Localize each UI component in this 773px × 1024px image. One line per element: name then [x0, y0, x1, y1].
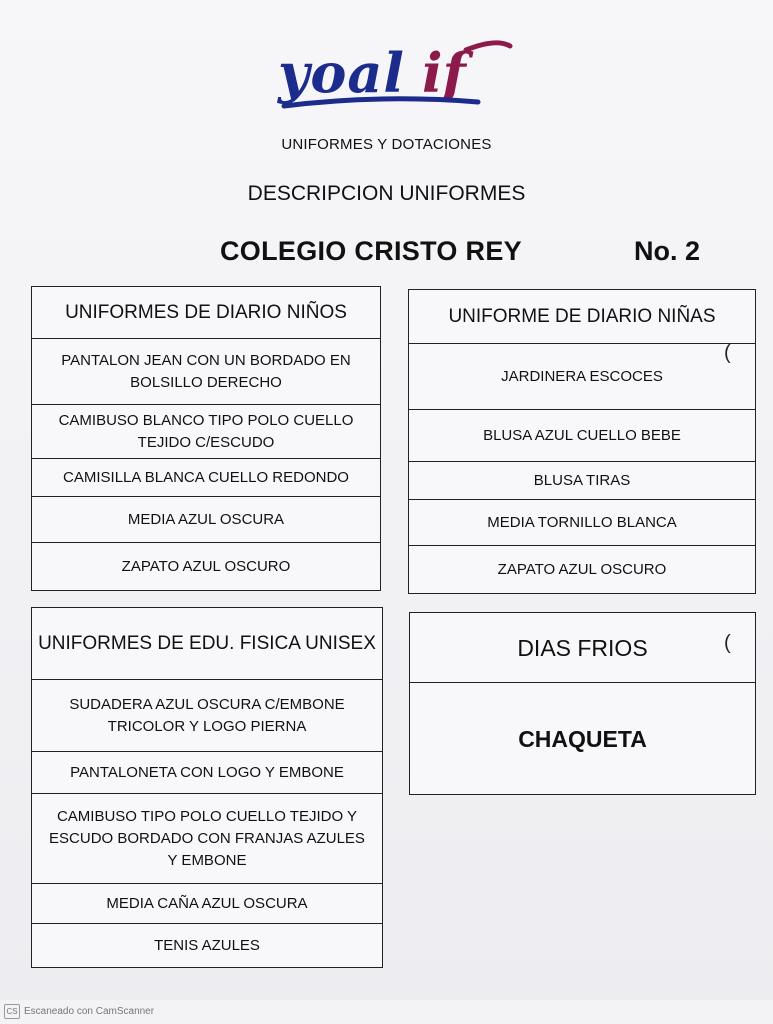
girls-uniform-table [408, 289, 756, 594]
bracket-mark: ( [724, 632, 731, 654]
document-number: No. 2 [634, 236, 701, 266]
pe-uniform-table [31, 607, 383, 968]
table-row: MEDIA CAÑA AZUL OSCURA [32, 884, 383, 924]
company-subtitle: UNIFORMES Y DOTACIONES [281, 136, 492, 153]
boys-heading: UNIFORMES DE DIARIO NIÑOS [32, 287, 381, 339]
table-row: BLUSA AZUL CUELLO BEBE [409, 410, 756, 462]
table-row: CAMIBUSO BLANCO TIPO POLO CUELLO TEJIDO C/ESCUDO [32, 405, 381, 459]
svg-text:yoal: yoal [278, 41, 405, 105]
footer-text: Escaneado con CamScanner [24, 1006, 155, 1017]
table-row: SUDADERA AZUL OSCURA C/EMBONE TRICOLOR Y LOGO PIERNA [32, 680, 383, 752]
table-row: PANTALONETA CON LOGO Y EMBONE [32, 752, 383, 794]
cold-days-table [409, 612, 756, 795]
table-row: MEDIA AZUL OSCURA [32, 497, 381, 543]
table-row: ZAPATO AZUL OSCURO [32, 543, 381, 591]
table-row: CAMIBUSO TIPO POLO CUELLO TEJIDO Y ESCUDO BORDADO CON FRANJAS AZULES Y EMBONE [32, 794, 383, 884]
yoalif-logo [270, 36, 520, 118]
svg-text:if: if [422, 41, 466, 105]
scanner-footer [4, 1004, 154, 1019]
boys-uniform-table [31, 286, 381, 591]
cold-heading: DIAS FRIOS [410, 613, 756, 683]
table-row: TENIS AZULES [32, 924, 383, 968]
table-row: MEDIA TORNILLO BLANCA [409, 500, 756, 546]
school-name: COLEGIO CRISTO REY [220, 236, 522, 266]
table-row: CAMISILLA BLANCA CUELLO REDONDO [32, 459, 381, 497]
bracket-mark: ( [724, 342, 731, 364]
table-row: PANTALON JEAN CON UN BORDADO EN BOLSILLO DERECHO [32, 339, 381, 405]
table-row: ZAPATO AZUL OSCURO [409, 546, 756, 594]
girls-heading: UNIFORME DE DIARIO NIÑAS [409, 290, 756, 344]
table-row: CHAQUETA [410, 683, 756, 795]
pe-heading: UNIFORMES DE EDU. FISICA UNISEX [32, 608, 383, 680]
table-row: BLUSA TIRAS [409, 462, 756, 500]
document-title: DESCRIPCION UNIFORMES [247, 182, 526, 205]
camscanner-icon: CS [4, 1004, 20, 1019]
table-row: JARDINERA ESCOCES [409, 344, 756, 410]
